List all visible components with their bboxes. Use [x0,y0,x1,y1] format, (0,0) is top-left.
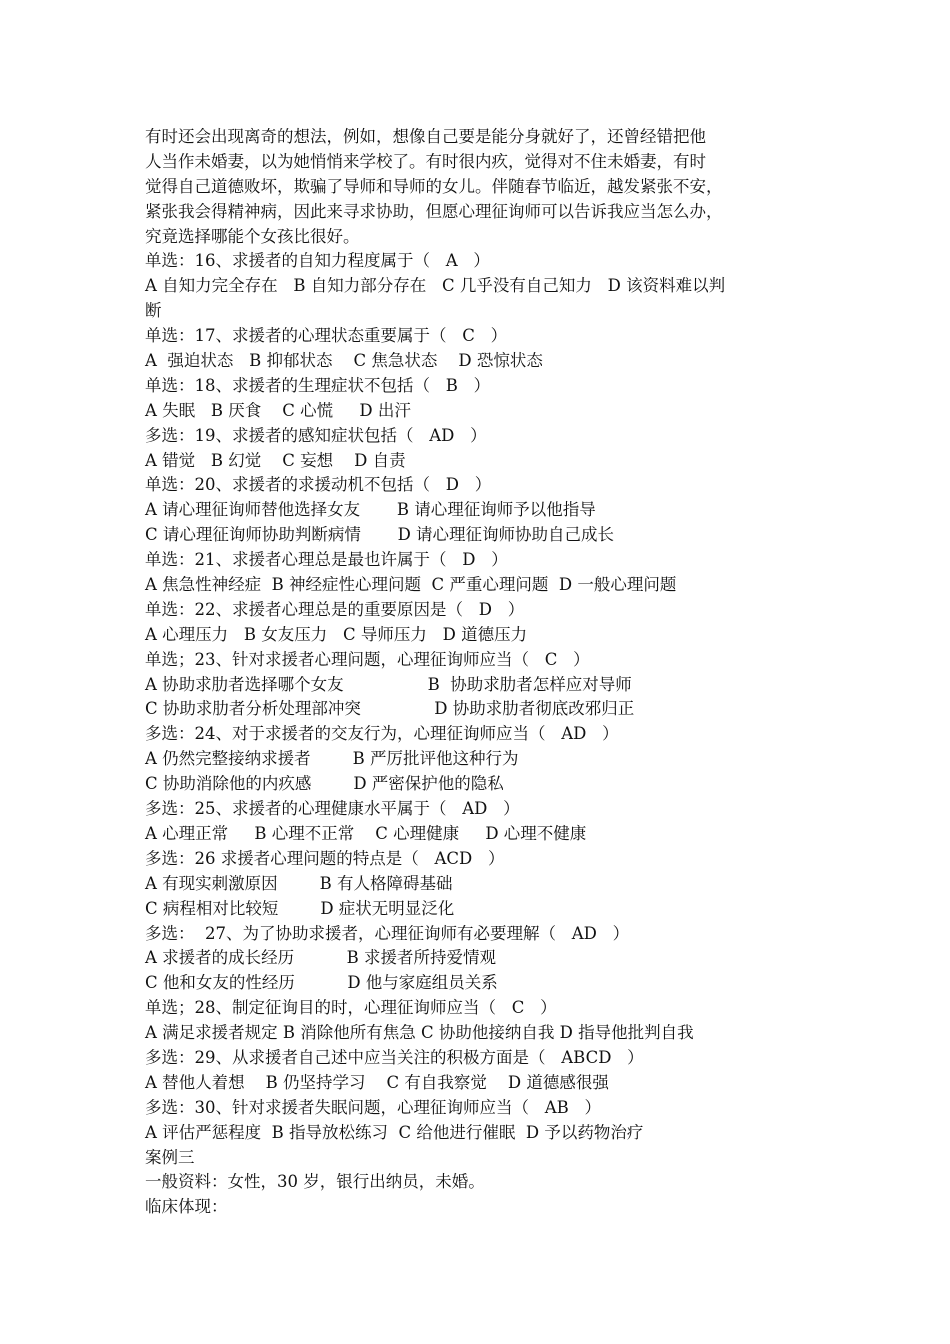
question-line: 单选；28、制定征询目的时，心理征询师应当（ C ） [145,998,557,1018]
question-line: 多选：30、针对求援者失眠问题，心理征询师应当（ AB ） [145,1097,602,1117]
question-line: 单选；23、针对求援者心理问题，心理征询师应当（ C ） [145,649,590,669]
options-line: A 替他人着想 B 仍坚持学习 C 有自我察觉 D 道德感很强 [145,1072,609,1092]
question-line: 多选：25、求援者的心理健康水平属于（ AD ） [145,799,520,819]
question-line: 多选：26 求援者心理问题的特点是（ ACD ） [145,848,505,868]
question-line: 单选：21、求援者心理总是最也许属于（ D ） [145,550,508,570]
options-line: C 病程相对比较短 D 症状无明显泛化 [145,898,455,918]
options-line: A 仍然完整接纳求援者 B 严厉批评他这种行为 [145,749,519,769]
options-line: A 心理压力 B 女友压力 C 导师压力 D 道德压力 [145,624,528,644]
question-line: 单选：18、求援者的生理症状不包括（ B ） [145,375,491,395]
document-page [145,125,825,1220]
text-line: 临床体现： [145,1197,228,1217]
options-line: A 协助求肋者选择哪个女友 B 协助求肋者怎样应对导师 [145,674,632,694]
options-line: A 自知力完全存在 B 自知力部分存在 C 几乎没有自己知力 D 该资料难以判 [145,276,726,296]
options-line: A 强迫状态 B 抑郁状态 C 焦急状态 D 恐惊状态 [145,351,543,371]
section-heading: 案例三 [145,1147,195,1167]
options-line: A 求援者的成长经历 B 求援者所持爱情观 [145,948,496,968]
question-line: 多选：24、对于求援者的交友行为，心理征询师应当（ AD ） [145,724,619,744]
question-line: 单选：17、求援者的心理状态重要属于（ C ） [145,326,508,346]
options-line: A 有现实刺激原因 B 有人格障碍基础 [145,873,453,893]
options-line: A 请心理征询师替他选择女友 B 请心理征询师予以他指导 [145,500,596,520]
options-line: 断 [145,301,162,321]
text-line: 有时还会出现离奇的想法，例如，想像自己要是能分身就好了，还曾经错把他 [145,127,706,146]
options-line: A 错觉 B 幻觉 C 妄想 D 自责 [145,450,406,470]
text-line: 紧张我会得精神病，因此来寻求协助，但愿心理征询师可以告诉我应当怎么办， [145,201,723,221]
question-line: 单选：16、求援者的自知力程度属于（ A ） [145,251,490,271]
options-line: A 满足求援者规定 B 消除他所有焦急 C 协助他接纳自我 D 指导他批判自我 [145,1023,694,1043]
options-line: C 请心理征询师协助判断病情 D 请心理征询师协助自己成长 [145,525,615,545]
options-line: C 他和女友的性经历 D 他与家庭组员关系 [145,973,498,993]
question-line: 单选：22、求援者心理总是的重要原因是（ D ） [145,599,525,619]
options-line: C 协助求肋者分析处理部冲突 D 协助求肋者彻底改邪归正 [145,699,635,719]
question-line: 单选：20、求援者的求援动机不包括（ D ） [145,475,492,495]
options-line: C 协助消除他的内疚感 D 严密保护他的隐私 [145,774,504,794]
text-line: 一般资料：女性，30 岁，银行出纳员，未婚。 [145,1172,485,1192]
options-line: A 失眠 B 厌食 C 心慌 D 出汗 [145,400,411,420]
text-line: 觉得自己道德败坏，欺骗了导师和导师的女儿。伴随春节临近，越发紧张不安， [145,176,723,196]
text-line: 究竟选择哪能个女孩比很好。 [145,226,360,246]
text-line: 人当作未婚妻，以为她悄悄来学校了。有时很内疚，觉得对不住未婚妻，有时 [145,151,706,171]
question-line: 多选： 27、为了协助求援者，心理征询师有必要理解（ AD ） [145,923,630,943]
question-line: 多选：19、求援者的感知症状包括（ AD ） [145,425,487,445]
options-line: A 心理正常 B 心理不正常 C 心理健康 D 心理不健康 [145,823,587,843]
options-line: A 评估严惩程度 B 指导放松练习 C 给他进行催眠 D 予以药物治疗 [145,1122,644,1142]
question-line: 多选：29、从求援者自己述中应当关注的积极方面是（ ABCD ） [145,1047,644,1067]
options-line: A 焦急性神经症 B 神经症性心理问题 C 严重心理问题 D 一般心理问题 [145,575,677,595]
